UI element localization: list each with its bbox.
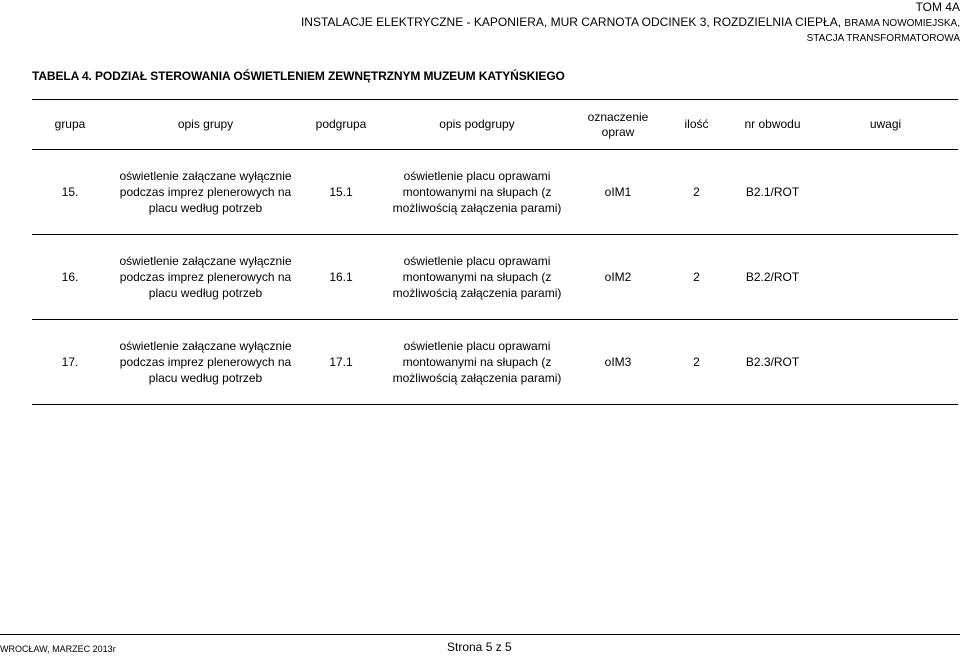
col-header-oznaczenie-line1: oznaczenie	[587, 109, 649, 124]
opis-grupy-line: oświetlenie załączane wyłącznie	[119, 254, 292, 268]
table-row	[32, 320, 958, 405]
opis-podgrupy-line: oświetlenie placu oprawami	[403, 169, 551, 183]
opis-podgrupy-line: oświetlenie placu oprawami	[403, 339, 551, 353]
cell-oznaczenie: oIM2	[575, 235, 661, 320]
opis-podgrupy-line: montowanymi na słupach (z	[402, 355, 552, 369]
document-header	[301, 0, 960, 46]
page-number: Strona 5 z 5	[447, 640, 512, 654]
cell-grupa: 17.	[32, 320, 108, 405]
table-title: TABELA 4. PODZIAŁ STEROWANIA OŚWIETLENIEM ZEWNĘTRZNYM MUZEUM KATYŃSKIEGO	[32, 69, 565, 83]
project-title-line	[301, 15, 960, 31]
col-header-opis-grupy: opis grupy	[108, 100, 303, 150]
cell-nr-obwodu: B2.1/ROT	[732, 150, 813, 235]
opis-grupy-line: oświetlenie załączane wyłącznie	[119, 339, 292, 353]
opis-podgrupy-line: możliwością załączenia parami)	[392, 371, 562, 385]
col-header-opis-podgrupy: opis podgrupy	[379, 100, 575, 150]
col-header-oznaczenie	[575, 100, 661, 150]
opis-podgrupy-line: możliwością załączenia parami)	[392, 201, 562, 215]
cell-grupa: 15.	[32, 150, 108, 235]
cell-opis-podgrupy	[379, 150, 575, 235]
table-row	[32, 235, 958, 320]
cell-nr-obwodu: B2.2/ROT	[732, 235, 813, 320]
lighting-control-table	[32, 99, 958, 405]
cell-grupa: 16.	[32, 235, 108, 320]
cell-opis-grupy	[108, 235, 303, 320]
opis-grupy-line: placu według potrzeb	[148, 201, 263, 215]
col-header-nr-obwodu: nr obwodu	[732, 100, 813, 150]
project-title-small: BRAMA NOWOMIEJSKA,	[844, 18, 960, 29]
project-title-main: INSTALACJE ELEKTRYCZNE - KAPONIERA, MUR CARNOTA ODCINEK 3, ROZDZIELNIA CIEPŁA,	[300, 15, 842, 29]
cell-podgrupa: 15.1	[303, 150, 379, 235]
opis-grupy-line: oświetlenie załączane wyłącznie	[119, 169, 292, 183]
cell-oznaczenie: oIM1	[575, 150, 661, 235]
cell-podgrupa: 16.1	[303, 235, 379, 320]
cell-opis-podgrupy	[379, 235, 575, 320]
cell-ilosc: 2	[661, 320, 732, 405]
col-header-uwagi: uwagi	[813, 100, 958, 150]
cell-ilosc: 2	[661, 235, 732, 320]
cell-uwagi	[813, 150, 958, 235]
opis-grupy-line: podczas imprez plenerowych na	[119, 270, 292, 284]
cell-opis-grupy	[108, 320, 303, 405]
cell-oznaczenie: oIM3	[575, 320, 661, 405]
cell-opis-grupy	[108, 150, 303, 235]
opis-podgrupy-line: montowanymi na słupach (z	[402, 270, 552, 284]
col-header-oznaczenie-line2: opraw	[601, 124, 635, 139]
table-row	[32, 150, 958, 235]
footer-place-date: WROCŁAW, MARZEC 2013r	[0, 644, 116, 654]
col-header-podgrupa: podgrupa	[303, 100, 379, 150]
col-header-ilosc: ilość	[661, 100, 732, 150]
opis-podgrupy-line: montowanymi na słupach (z	[402, 185, 552, 199]
opis-podgrupy-line: możliwością załączenia parami)	[392, 286, 562, 300]
cell-ilosc: 2	[661, 150, 732, 235]
document-footer	[0, 634, 960, 659]
volume-label: TOM 4A	[915, 0, 960, 14]
cell-uwagi	[813, 320, 958, 405]
opis-podgrupy-line: oświetlenie placu oprawami	[403, 254, 551, 268]
table-header-row	[32, 100, 958, 150]
cell-nr-obwodu: B2.3/ROT	[732, 320, 813, 405]
opis-grupy-line: podczas imprez plenerowych na	[119, 355, 292, 369]
col-header-grupa: grupa	[32, 100, 108, 150]
opis-grupy-line: placu według potrzeb	[148, 371, 263, 385]
opis-grupy-line: podczas imprez plenerowych na	[119, 185, 292, 199]
cell-uwagi	[813, 235, 958, 320]
cell-podgrupa: 17.1	[303, 320, 379, 405]
opis-grupy-line: placu według potrzeb	[148, 286, 263, 300]
project-title-line-3: STACJA TRANSFORMATOROWA	[806, 33, 960, 44]
cell-opis-podgrupy	[379, 320, 575, 405]
